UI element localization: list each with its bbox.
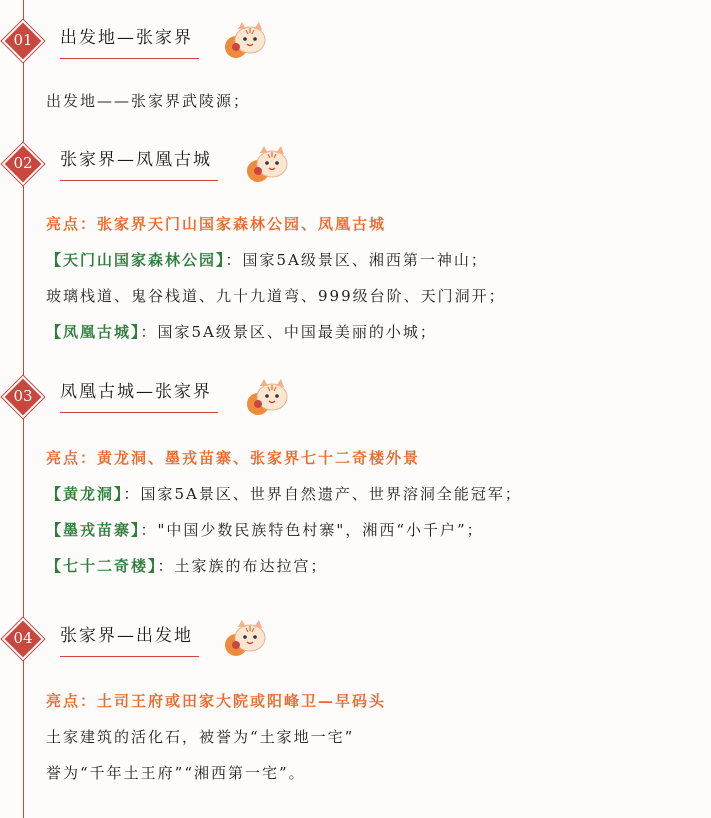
section-title: 出发地—张家界 (60, 20, 199, 59)
tiger-mascot-icon (222, 614, 272, 660)
day-number-badge: 01 (4, 22, 42, 60)
tiger-mascot-icon (244, 373, 294, 419)
attraction-line: 【凤凰古城】：国家5A级景区、中国最美丽的小城； (46, 323, 437, 341)
day-number-badge: 03 (4, 378, 42, 416)
highlight-line: 亮点：土司王府或田家大院或阳峰卫—早码头 (46, 692, 387, 710)
section-title: 张家界—出发地 (60, 618, 199, 657)
body-text-line: 土家建筑的活化石，被誉为“土家地一宅” (46, 728, 355, 746)
body-text-line: 誉为“千年土王府”“湘西第一宅”。 (46, 764, 306, 782)
section-title: 凤凰古城—张家界 (60, 374, 218, 413)
attraction-line: 【黄龙洞】：国家5A景区、世界自然遗产、世界溶洞全能冠军； (46, 485, 522, 503)
tiger-mascot-icon (222, 16, 272, 62)
highlight-line: 亮点：黄龙洞、墨戎苗寨、张家界七十二奇楼外景 (46, 449, 421, 467)
highlight-line: 亮点：张家界天门山国家森林公园、凤凰古城 (46, 215, 387, 233)
day-number-badge: 02 (4, 145, 42, 183)
attraction-line: 【七十二奇楼】：土家族的布达拉宫； (46, 557, 328, 575)
day-number-badge: 04 (4, 620, 42, 658)
attraction-line: 玻璃栈道、鬼谷栈道、九十九道弯、999级台阶、天门洞开； (46, 287, 506, 305)
attraction-line: 【墨戎苗寨】："中国少数民族特色村寨"，湘西“小千户”； (46, 521, 484, 539)
attraction-line: 【天门山国家森林公园】：国家5A级景区、湘西第一神山； (46, 251, 488, 269)
tiger-mascot-icon (244, 140, 294, 186)
body-text-line: 出发地——张家界武陵源； (46, 92, 251, 110)
section-title: 张家界—凤凰古城 (60, 142, 218, 181)
